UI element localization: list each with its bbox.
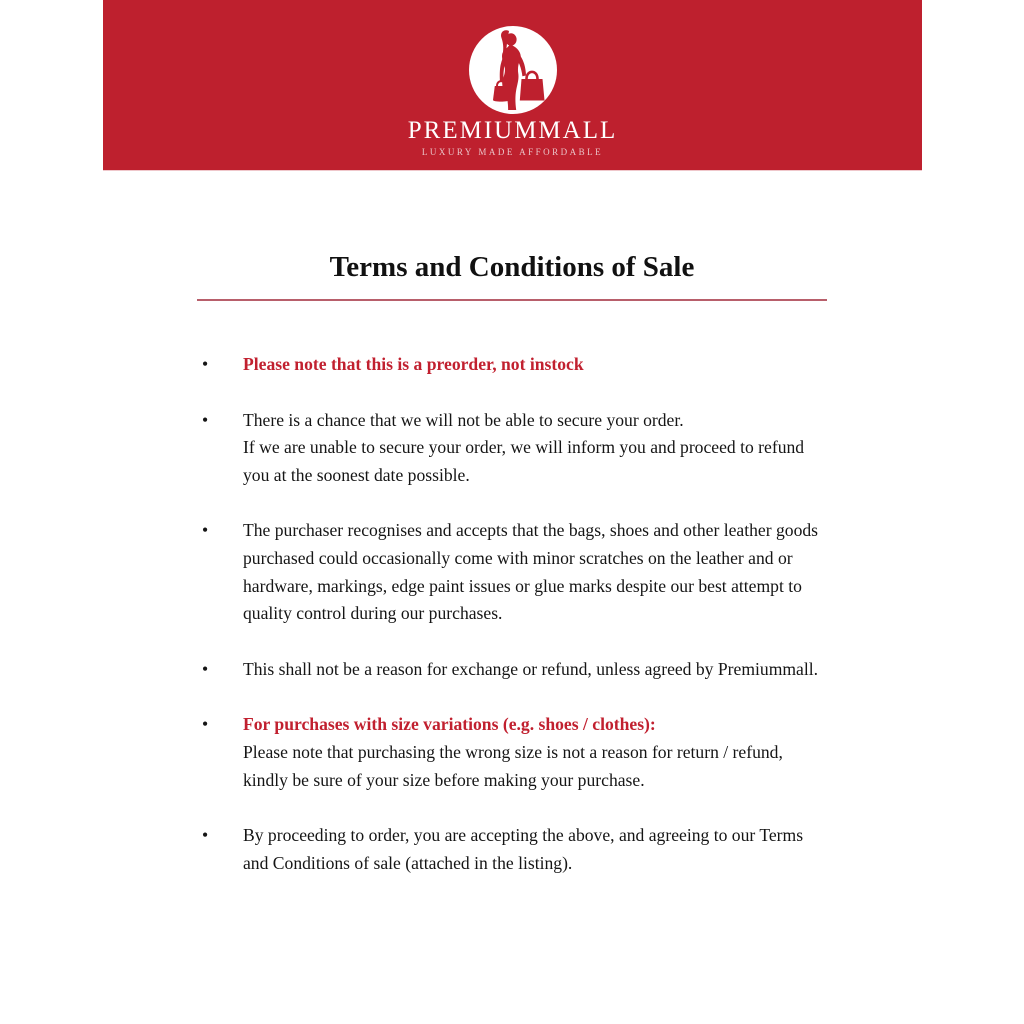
body-text: Please note that purchasing the wrong size is not a reason for return / refund, kindly be sure of your size before making your purchase. bbox=[243, 741, 783, 790]
body-text: By proceeding to order, you are accepting the above, and agreeing to our Terms and Conditions of sale (attached in the listing). bbox=[243, 825, 804, 873]
bullet-marker: • bbox=[202, 714, 209, 735]
list-item bbox=[197, 351, 827, 379]
bullet-marker: • bbox=[202, 409, 209, 430]
list-item bbox=[197, 407, 827, 490]
list-item bbox=[197, 711, 827, 794]
list-item bbox=[197, 517, 827, 627]
woman-shopper-logo-icon bbox=[469, 26, 557, 114]
body-text: This shall not be a reason for exchange or refund, unless agreed by Premiummall. bbox=[243, 658, 819, 679]
body-text: The purchaser recognises and accepts that the bags, shoes and other leather goods purchased could occasionally come with minor scratches on the leather and or hardware, markings, edge paint issues or glue marks despite our best attempt to quality control during our purchases. bbox=[243, 520, 819, 624]
bullet-marker: • bbox=[202, 825, 209, 846]
bullet-marker: • bbox=[202, 520, 209, 541]
brand-tagline: LUXURY MADE AFFORDABLE bbox=[421, 147, 604, 157]
emphasis-text: For purchases with size variations (e.g. shoes / clothes): bbox=[243, 714, 656, 735]
emphasis-text: Please note that this is a preorder, not instock bbox=[243, 354, 584, 374]
bullet-marker: • bbox=[202, 354, 209, 374]
body-text: There is a chance that we will not be able to secure your order. bbox=[243, 409, 684, 430]
list-item bbox=[197, 822, 827, 877]
title-divider bbox=[197, 299, 827, 301]
body-text: If we are unable to secure your order, we will inform you and proceed to refund you at the soonest date possible. bbox=[243, 437, 805, 485]
brand-banner bbox=[103, 0, 922, 170]
document-body bbox=[197, 250, 827, 877]
brand-name: PREMIUMMALL bbox=[407, 117, 618, 144]
bullet-marker: • bbox=[202, 658, 209, 679]
list-item bbox=[197, 656, 827, 684]
page-title: Terms and Conditions of Sale bbox=[329, 251, 695, 283]
terms-list bbox=[197, 351, 827, 877]
